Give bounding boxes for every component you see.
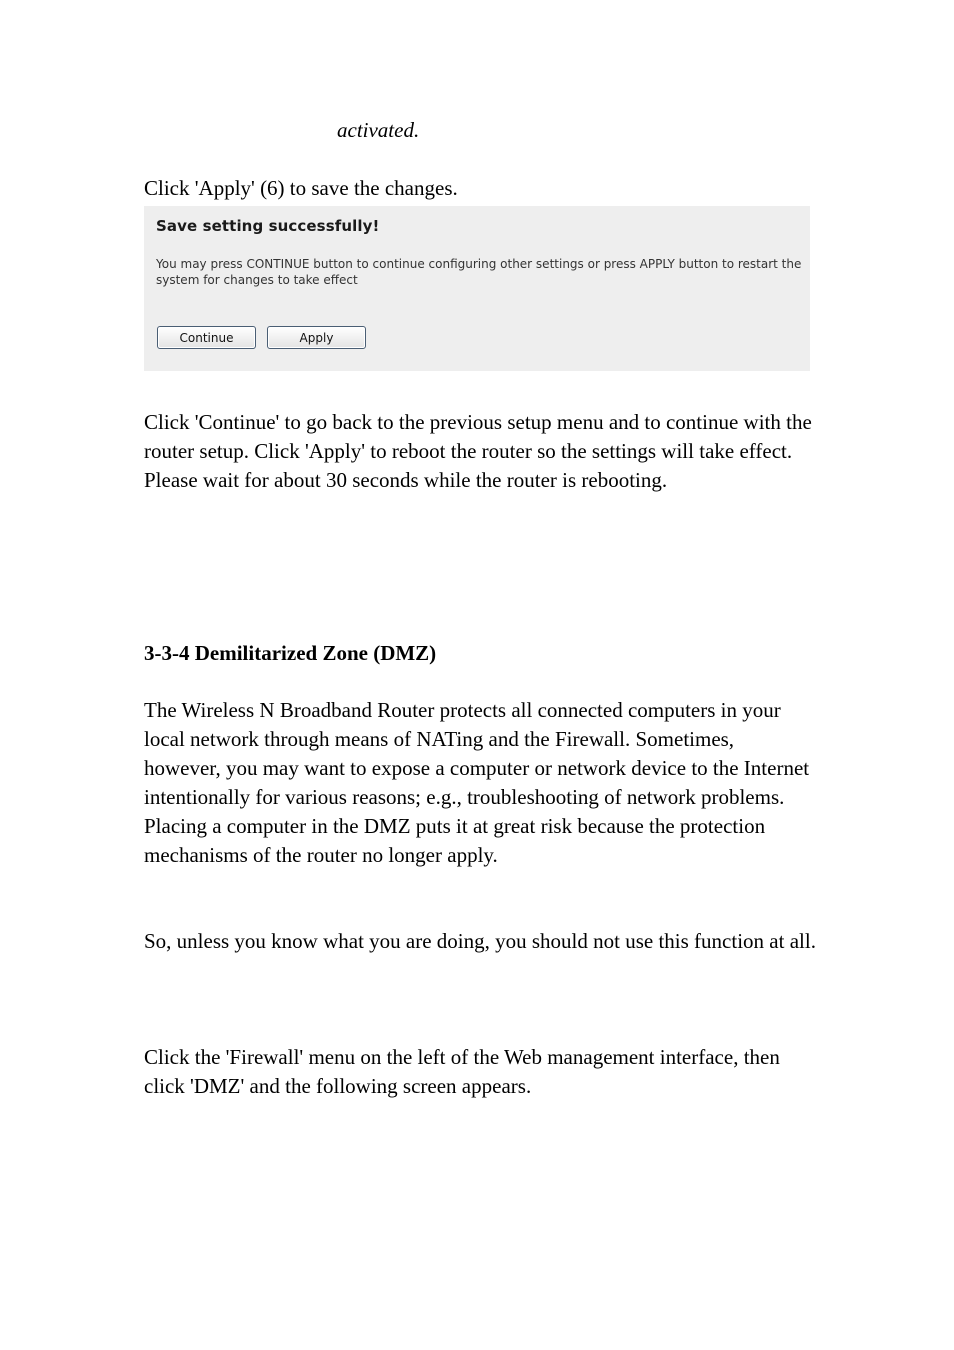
section-heading: 3-3-4 Demilitarized Zone (DMZ) [144,641,437,665]
dialog-title: Save setting successfully! [156,217,380,235]
dmz-warning: So, unless you know what you are doing, you should not use this function at all. [144,929,816,953]
save-success-dialog [144,206,810,371]
firewall-instruction: Click the 'Firewall' menu on the left of the Web management interface, then click 'DMZ' and the following screen appears. [144,1045,780,1098]
apply-instruction: Click 'Apply' (6) to save the changes. [144,176,458,200]
apply-button[interactable]: Apply [267,326,366,349]
dialog-message: You may press CONTINUE button to continue configuring other settings or press APPLY button to restart the system for changes to take effect [156,257,802,287]
continue-button[interactable]: Continue [157,326,256,349]
dmz-description: The Wireless N Broadband Router protects all connected computers in your local network through means of NATing and the Firewall. Sometimes, however, you may want to expose a computer or network device to the Internet intentionally for various reasons; e.g., troubleshooting of network problems. Placing a computer in the DMZ puts it at great risk because the protection mechanisms of the router no longer apply. [144,698,810,867]
activated-text: activated. [337,118,420,142]
continue-explanation: Click 'Continue' to go back to the previous setup menu and to continue with the router setup. Click 'Apply' to reboot the router so the settings will take effect. Please wait for about 30 seconds while the router is rebooting. [144,410,812,492]
